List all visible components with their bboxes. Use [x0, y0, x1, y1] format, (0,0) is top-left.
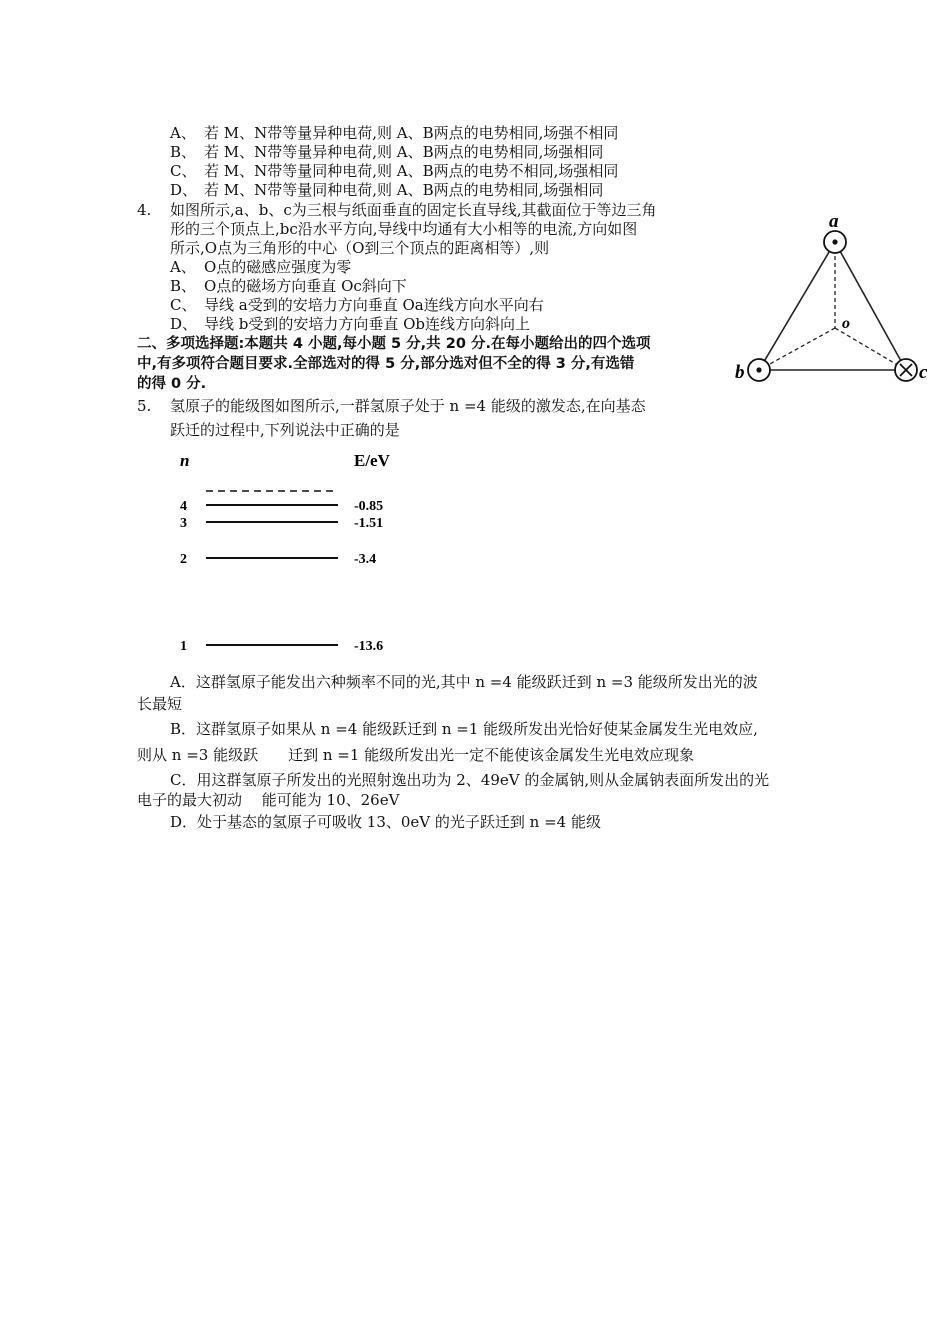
option-label: B、: [170, 143, 197, 161]
option-label: D、: [170, 315, 198, 333]
wire-triangle-figure: [728, 210, 938, 385]
level-1-n: 1: [180, 639, 187, 654]
triangle-edge-ac: [835, 242, 906, 370]
q5-stem-line-2: 跃迁的过程中,下列说法中正确的是: [170, 421, 400, 439]
level-4-n: 4: [180, 499, 187, 514]
level-2-n: 2: [180, 552, 187, 567]
option-text: O点的磁感应强度为零: [204, 258, 352, 276]
q4-option-d: [170, 315, 530, 334]
q4-stem-line-3: 所示,O点为三角形的中心（O到三个顶点的距离相等）,则: [170, 239, 550, 257]
column-header-n: n: [180, 451, 190, 470]
q3-option-d: [170, 181, 603, 200]
option-text: 若 M、N带等量同种电荷,则 A、B两点的电势相同,场强相同: [204, 181, 604, 199]
label-b: b: [735, 362, 745, 383]
level-1-energy: -13.6: [354, 639, 384, 654]
wire-a-out-of-page-icon: [824, 231, 846, 253]
section-2-heading-line-1: 二、多项选择题:本题共 4 小题,每小题 5 分,共 20 分.在每小题给出的四个选项: [137, 336, 651, 352]
level-3-n: 3: [180, 516, 187, 531]
label-a: a: [829, 211, 839, 232]
q4-stem-line-1: [137, 201, 657, 220]
triangle-edge-ab: [759, 242, 835, 370]
q4-option-c: [170, 296, 544, 315]
q5-option-c-line-1: C．用这群氢原子所发出的光照射逸出功为 2、49eV 的金属钠,则从金属钠表面所发出的光: [170, 771, 770, 789]
section-2-heading-line-3: 的得 0 分.: [137, 376, 207, 392]
option-label: D、: [170, 181, 198, 199]
q5-option-a-line-2: 长最短: [137, 695, 183, 713]
energy-level-diagram: [170, 446, 430, 656]
option-label: C、: [170, 296, 197, 314]
section-2-heading-line-2: 中,有多项符合题目要求.全部选对的得 5 分,部分选对但不全的得 3 分,有选错: [137, 356, 635, 372]
q5-option-d: D．处于基态的氢原子可吸收 13、0eV 的光子跃迁到 n =4 能级: [170, 813, 601, 831]
q5-option-c-line-2: 电子的最大初动 能可能为 10、26eV: [137, 791, 400, 809]
q4-option-b: [170, 277, 407, 296]
question-number: 4.: [137, 201, 152, 219]
level-2-energy: -3.4: [354, 552, 377, 567]
option-text: 若 M、N带等量异种电荷,则 A、B两点的电势相同,场强不相同: [204, 124, 619, 142]
q5-stem-text: 氢原子的能级图如图所示,一群氢原子处于 n =4 能级的激发态,在向基态: [170, 397, 646, 415]
q5-option-a-line-1: A．这群氢原子能发出六种频率不同的光,其中 n =4 能级跃迁到 n =3 能级所发出光的波: [170, 673, 758, 691]
option-label: A、: [170, 124, 196, 142]
q3-option-b: [170, 143, 603, 162]
option-text: 导线 a受到的安培力方向垂直 Oa连线方向水平向右: [204, 296, 544, 314]
level-4-energy: -0.85: [354, 499, 384, 514]
level-3-energy: -1.51: [354, 516, 384, 531]
q4-stem-line-2: 形的三个顶点上,bc沿水平方向,导线中均通有大小相等的电流,方向如图: [170, 220, 638, 238]
label-o: o: [842, 315, 850, 332]
label-c: c: [919, 362, 928, 383]
q5-option-b-line-2: 则从 n =3 能级跃 迁到 n =1 能级所发出光一定不能使该金属发生光电效应现象: [137, 746, 695, 764]
wire-c-into-page-icon: [895, 359, 917, 381]
option-label: C、: [170, 162, 197, 180]
q4-option-a: [170, 258, 351, 277]
dashed-line-oc: [835, 328, 906, 370]
q5-stem-line-1: [137, 397, 646, 416]
option-label: B、: [170, 277, 197, 295]
q3-option-c: [170, 162, 618, 181]
dashed-line-ob: [759, 328, 835, 370]
column-header-energy: E/eV: [354, 451, 390, 470]
wire-b-out-of-page-icon: [748, 359, 770, 381]
question-number: 5.: [137, 397, 152, 415]
q3-option-a: [170, 124, 618, 143]
option-label: A、: [170, 258, 196, 276]
option-text: 导线 b受到的安培力方向垂直 Ob连线方向斜向上: [204, 315, 531, 333]
option-text: O点的磁场方向垂直 Oc斜向下: [204, 277, 407, 295]
option-text: 若 M、N带等量同种电荷,则 A、B两点的电势不相同,场强相同: [204, 162, 619, 180]
option-text: 若 M、N带等量异种电荷,则 A、B两点的电势相同,场强相同: [204, 143, 604, 161]
q5-option-b-line-1: B．这群氢原子如果从 n =4 能级跃迁到 n =1 能级所发出光恰好使某金属发生光电效应,: [170, 720, 758, 738]
q4-stem-text: 如图所示,a、b、c为三根与纸面垂直的固定长直导线,其截面位于等边三角: [170, 201, 657, 219]
